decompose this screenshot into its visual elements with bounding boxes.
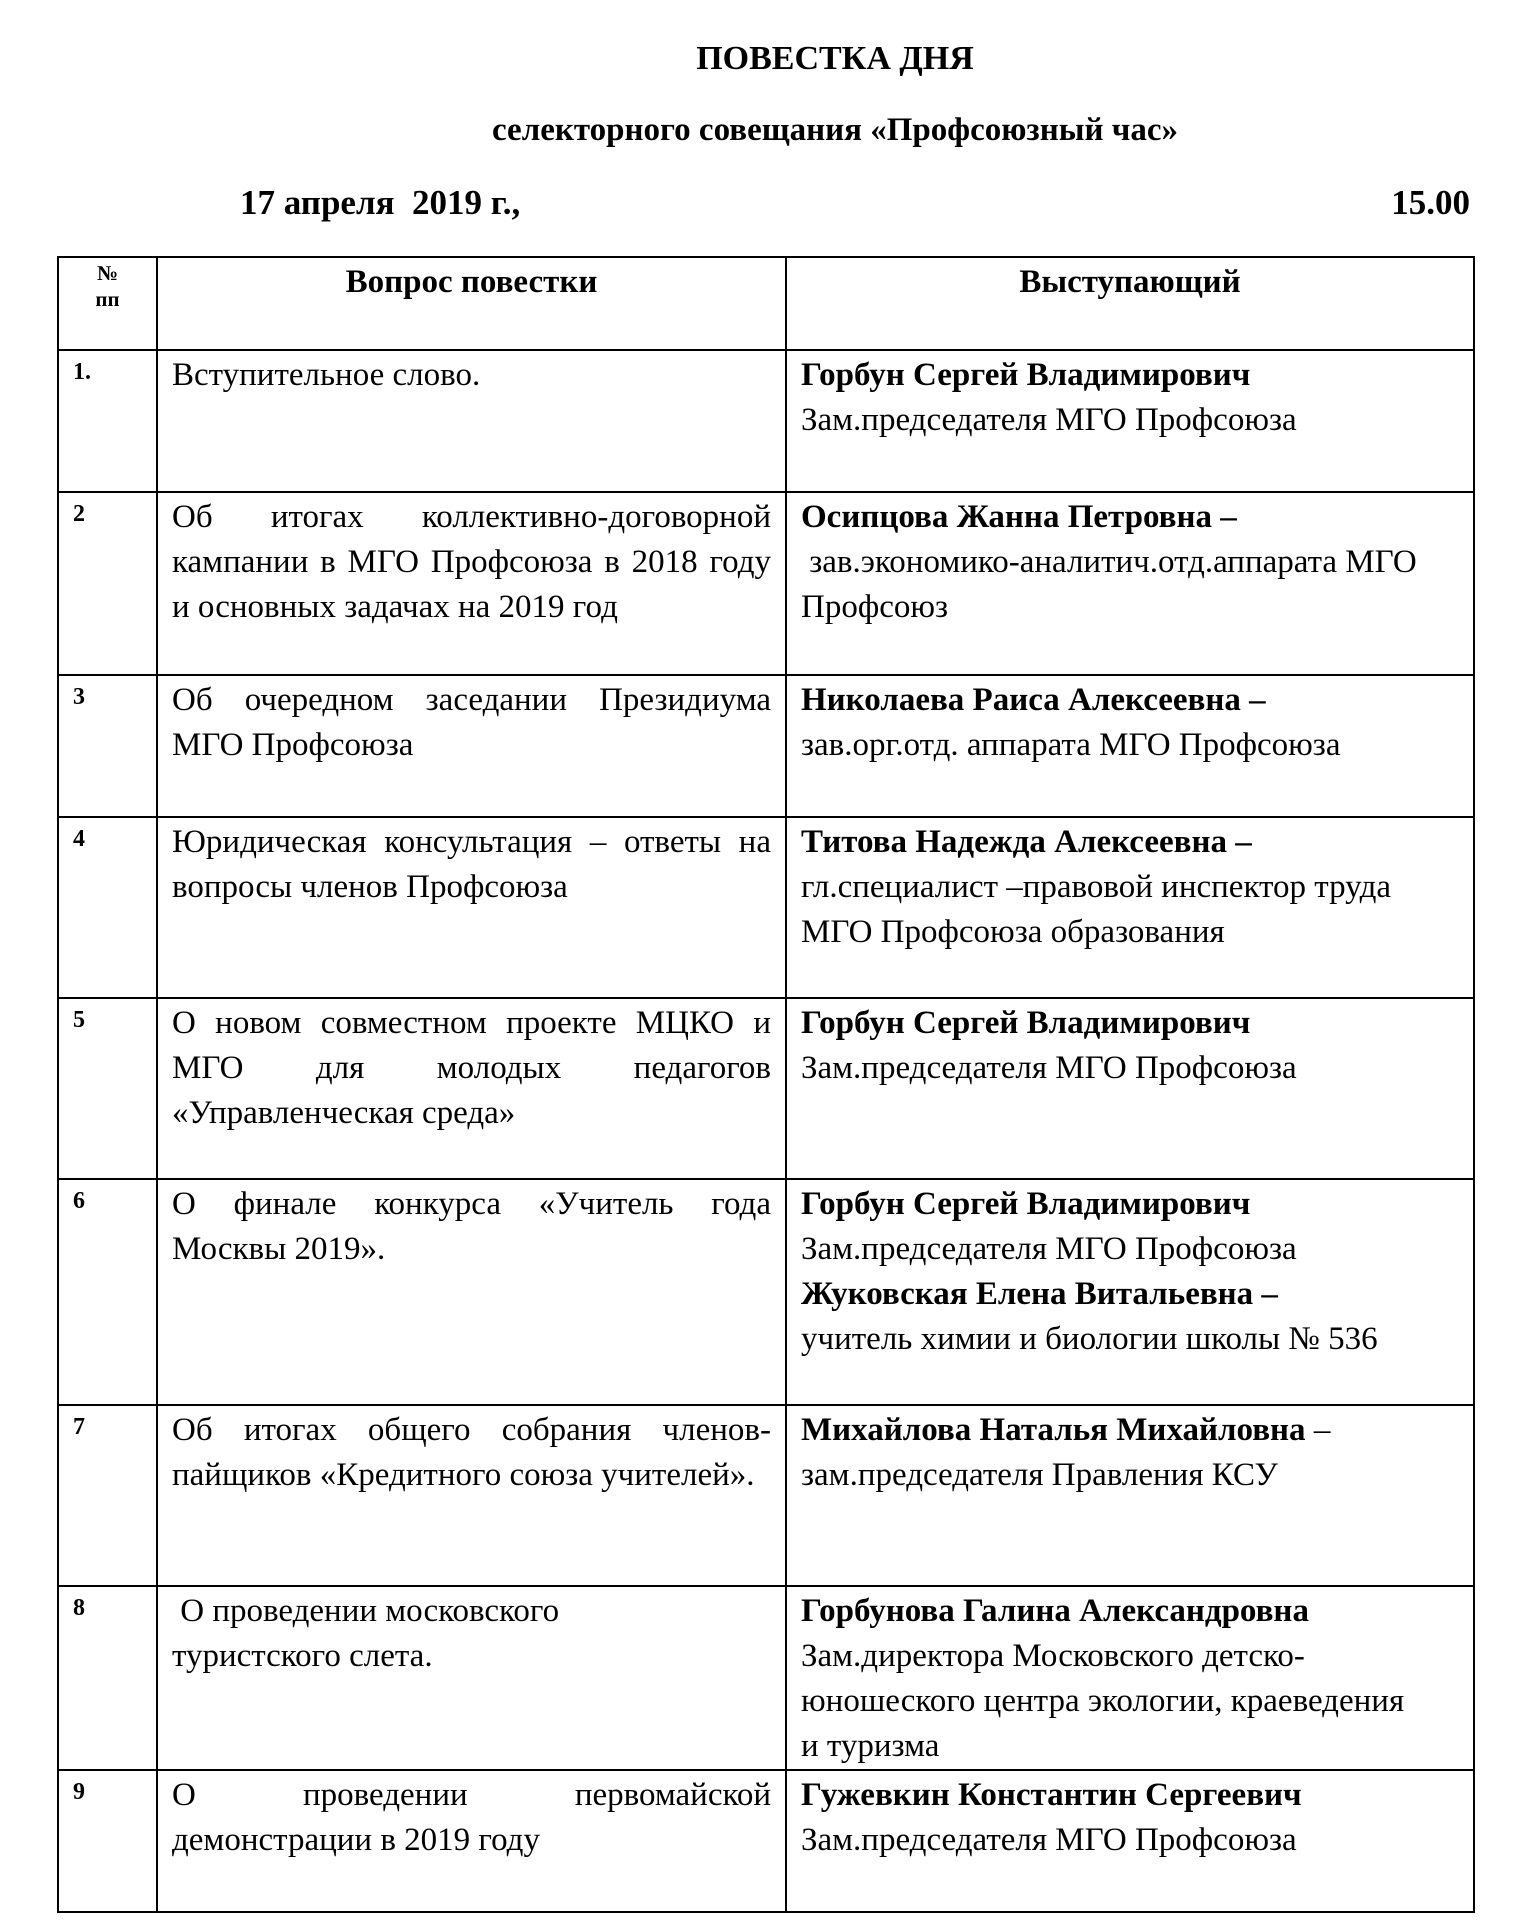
speaker-name: Михайлова Наталья Михайловна <box>801 1412 1306 1448</box>
question-text: Об итогах коллективно-договорной кампании в МГО Профсоюза в 2018 году и основных задачах на 2019 год <box>172 499 771 625</box>
table-row <box>58 350 1474 492</box>
row-question <box>157 1586 786 1770</box>
speaker-name: Николаева Раиса Алексеевна – <box>801 682 1266 718</box>
row-question <box>157 675 786 817</box>
table-row <box>58 998 1474 1179</box>
row-speaker <box>786 1179 1474 1405</box>
agenda-header-row <box>58 257 1474 350</box>
speaker-name: Жуковская Елена Витальевна – <box>801 1276 1278 1312</box>
header-speaker: Выступающий <box>786 257 1474 350</box>
row-speaker <box>786 1770 1474 1912</box>
row-speaker <box>786 350 1474 492</box>
speaker-line <box>801 1408 1459 1453</box>
row-question <box>157 1405 786 1586</box>
row-speaker <box>786 492 1474 675</box>
row-number: 1. <box>58 350 157 492</box>
speaker-name: Горбун Сергей Владимирович <box>801 1186 1251 1222</box>
question-text: О проведении первомайской демонстрации в 2019 году <box>172 1777 771 1858</box>
speaker-name: Гужевкин Константин Сергеевич <box>801 1777 1302 1813</box>
table-row <box>58 1405 1474 1586</box>
speaker-role: зав.экономико-аналитич.отд.аппарата МГО Профсоюз <box>801 544 1425 625</box>
row-speaker <box>786 1405 1474 1586</box>
header-num-label: № пп <box>95 261 120 311</box>
row-number: 4 <box>58 817 157 998</box>
header-num <box>58 257 157 350</box>
speaker-role: учитель химии и биологии школы № 536 <box>801 1321 1378 1357</box>
speaker-role: зав.орг.отд. аппарата МГО Профсоюза <box>801 727 1341 763</box>
question-text: О проведении московского туристского слета. <box>172 1593 568 1674</box>
row-number: 3 <box>58 675 157 817</box>
question-text: Юридическая консультация – ответы на вопросы членов Профсоюза <box>172 824 771 905</box>
question-text: Вступительное слово. <box>172 357 481 393</box>
row-number: 2 <box>58 492 157 675</box>
speaker-name: Горбун Сергей Владимирович <box>801 1005 1251 1041</box>
speaker-role: зам.председателя Правления КСУ <box>801 1457 1278 1493</box>
row-question <box>157 350 786 492</box>
speaker-role: Зам.председателя МГО Профсоюза <box>801 402 1297 438</box>
speaker-role: Зам.председателя МГО Профсоюза <box>801 1822 1297 1858</box>
meeting-date: 17 апреля 2019 г., <box>240 183 521 222</box>
meeting-time: 15.00 <box>1391 183 1470 222</box>
table-row <box>58 675 1474 817</box>
header-question: Вопрос повестки <box>157 257 786 350</box>
question-text: О новом совместном проекте МЦКО и МГО для молодых педагогов «Управленческая среда» <box>172 1005 771 1131</box>
row-question <box>157 817 786 998</box>
row-number: 7 <box>58 1405 157 1586</box>
row-question <box>157 1179 786 1405</box>
page-title: ПОВЕСТКА ДНЯ <box>696 40 974 77</box>
table-row <box>58 817 1474 998</box>
question-text: О финале конкурса «Учитель года Москвы 2019». <box>172 1186 771 1267</box>
speaker-role: Зам.председателя МГО Профсоюза <box>801 1231 1297 1267</box>
table-row <box>58 492 1474 675</box>
question-text: Об итогах общего собрания членов-пайщиков «Кредитного союза учителей». <box>172 1412 771 1493</box>
row-question <box>157 492 786 675</box>
speaker-name-suffix: – <box>1305 1412 1331 1448</box>
row-question <box>157 1770 786 1912</box>
table-row <box>58 1179 1474 1405</box>
speaker-role: гл.специалист –правовой инспектор труда МГО Профсоюза образования <box>801 869 1392 950</box>
row-question <box>157 998 786 1179</box>
speaker-role: Зам.директора Московского детско-юношеского центра экологии, краеведения и туризма <box>801 1638 1405 1764</box>
speaker-name: Горбунова Галина Александровна <box>801 1593 1309 1629</box>
table-row <box>58 1770 1474 1912</box>
agenda-table <box>57 256 1475 1913</box>
row-number: 5 <box>58 998 157 1179</box>
row-speaker <box>786 817 1474 998</box>
page-subtitle: селекторного совещания «Профсоюзный час» <box>492 112 1178 148</box>
question-text: Об очередном заседании Президиума МГО Профсоюза <box>172 682 771 763</box>
speaker-name: Осипцова Жанна Петровна – <box>801 499 1237 535</box>
row-number: 6 <box>58 1179 157 1405</box>
row-number: 9 <box>58 1770 157 1912</box>
speaker-name: Горбун Сергей Владимирович <box>801 357 1251 393</box>
speaker-role: Зам.председателя МГО Профсоюза <box>801 1050 1297 1086</box>
speaker-name: Титова Надежда Алексеевна – <box>801 824 1252 860</box>
table-row <box>58 1586 1474 1770</box>
row-number: 8 <box>58 1586 157 1770</box>
row-speaker <box>786 675 1474 817</box>
row-speaker <box>786 998 1474 1179</box>
row-speaker <box>786 1586 1474 1770</box>
